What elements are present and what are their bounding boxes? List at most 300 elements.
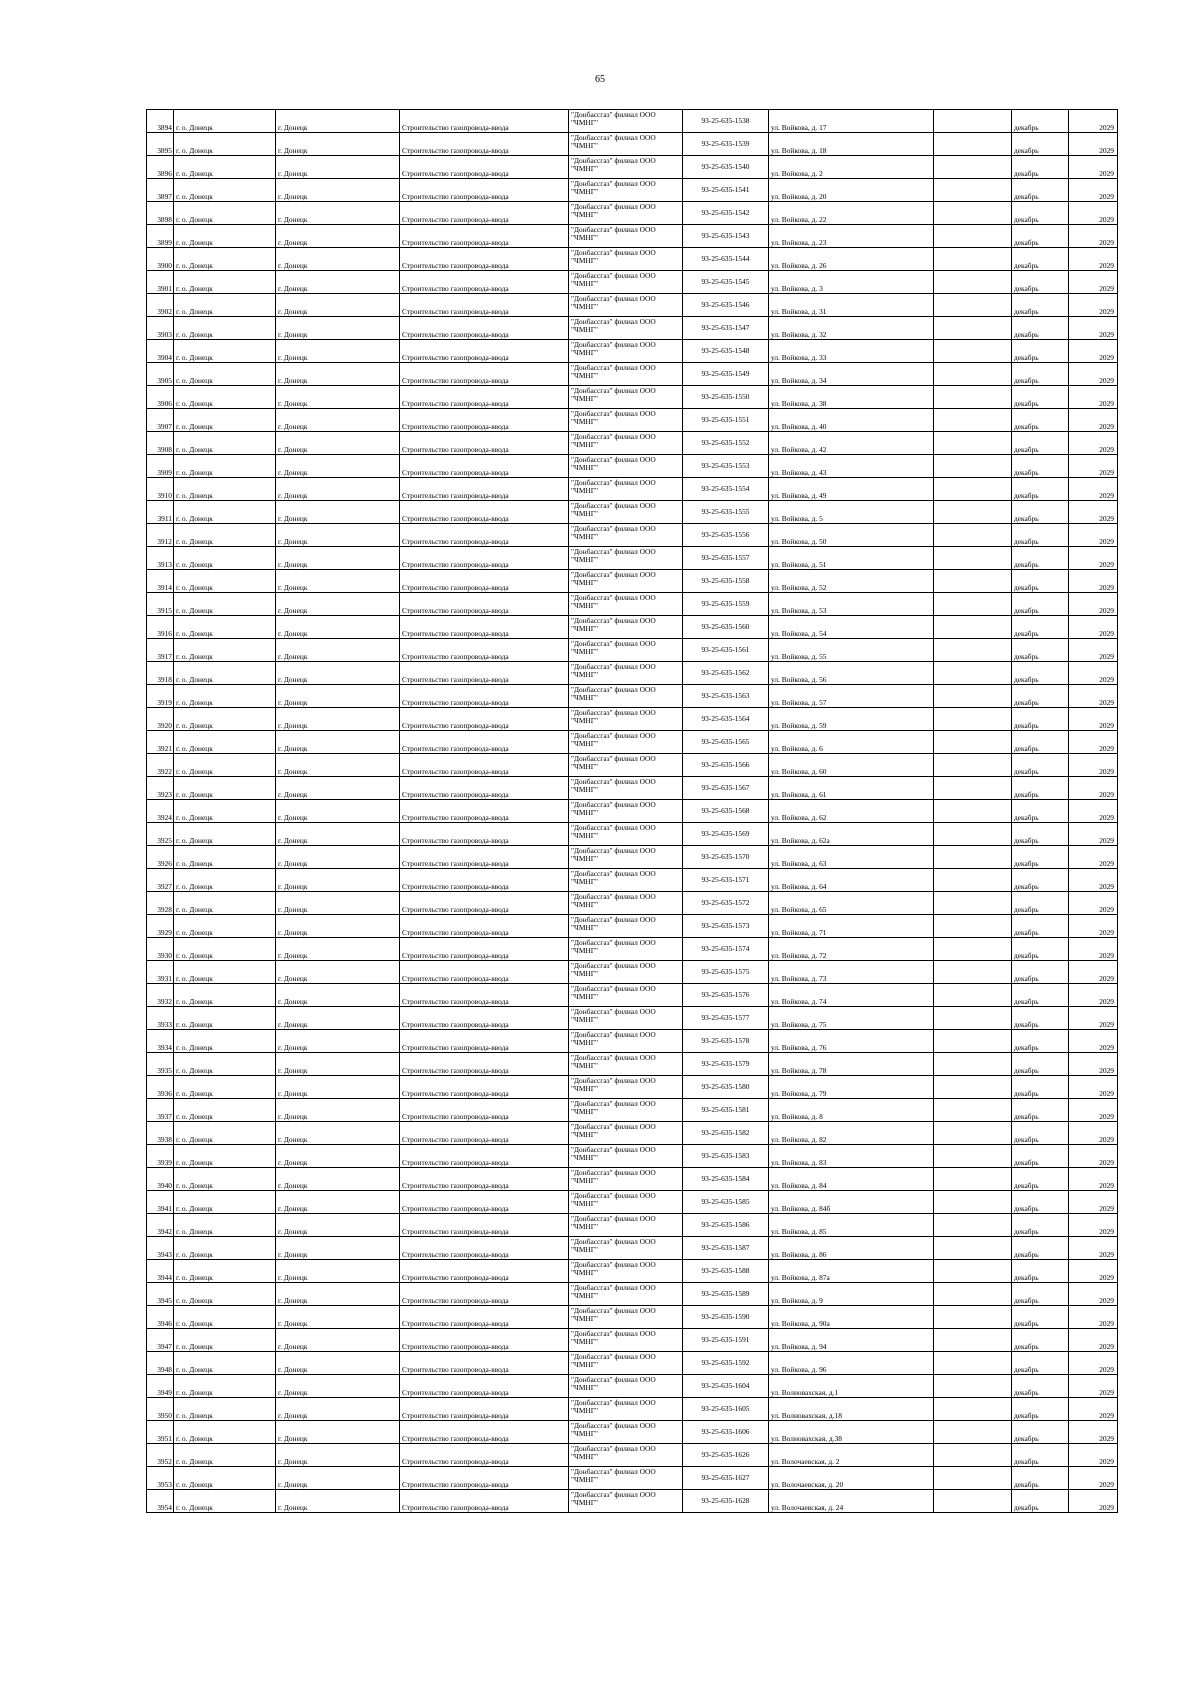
empty-cell [934,1237,1012,1260]
empty-cell [934,110,1012,133]
month-cell: декабрь [1012,1329,1069,1352]
object-code-cell: 93-25-635-1584 [683,1168,769,1191]
month-cell: декабрь [1012,501,1069,524]
empty-cell [934,1467,1012,1490]
district-cell: г. о. Донецк [174,1375,276,1398]
locality-cell: г. Донецк [276,731,400,754]
year-cell: 2029 [1069,409,1118,432]
year-cell: 2029 [1069,731,1118,754]
work-type-cell: Строительство газопровода-ввода [400,869,569,892]
table-row [147,1007,1118,1030]
month-cell: декабрь [1012,1145,1069,1168]
row-number-cell: 3927 [147,869,174,892]
address-cell: ул. Войкова, д. 84б [769,1191,934,1214]
year-cell: 2029 [1069,478,1118,501]
table-row [147,1122,1118,1145]
row-number-cell: 3932 [147,984,174,1007]
organization-cell: "Донбассгаз" филиал ООО "ЧМНГ" [569,248,683,271]
address-cell: ул. Войкова, д. 71 [769,915,934,938]
object-code-cell: 93-25-635-1556 [683,524,769,547]
table-row [147,593,1118,616]
organization-cell: "Донбассгаз" филиал ООО "ЧМНГ" [569,110,683,133]
address-cell: ул. Войкова, д. 40 [769,409,934,432]
row-number-cell: 3917 [147,639,174,662]
object-code-cell: 93-25-635-1542 [683,202,769,225]
year-cell: 2029 [1069,938,1118,961]
address-cell: ул. Войкова, д. 85 [769,1214,934,1237]
empty-cell [934,1053,1012,1076]
year-cell: 2029 [1069,639,1118,662]
address-cell: ул. Волновахская, д.18 [769,1398,934,1421]
empty-cell [934,340,1012,363]
organization-cell: "Донбассгаз" филиал ООО "ЧМНГ" [569,685,683,708]
month-cell: декабрь [1012,110,1069,133]
locality-cell: г. Донецк [276,386,400,409]
locality-cell: г. Донецк [276,340,400,363]
work-type-cell: Строительство газопровода-ввода [400,1260,569,1283]
row-number-cell: 3898 [147,202,174,225]
empty-cell [934,1490,1012,1513]
empty-cell [934,777,1012,800]
object-code-cell: 93-25-635-1543 [683,225,769,248]
locality-cell: г. Донецк [276,616,400,639]
district-cell: г. о. Донецк [174,892,276,915]
district-cell: г. о. Донецк [174,938,276,961]
work-type-cell: Строительство газопровода-ввода [400,1053,569,1076]
district-cell: г. о. Донецк [174,1398,276,1421]
register-table-body [147,110,1118,1513]
work-type-cell: Строительство газопровода-ввода [400,662,569,685]
table-row [147,409,1118,432]
address-cell: ул. Войкова, д. 6 [769,731,934,754]
year-cell: 2029 [1069,754,1118,777]
year-cell: 2029 [1069,432,1118,455]
work-type-cell: Строительство газопровода-ввода [400,1191,569,1214]
address-cell: ул. Войкова, д. 90а [769,1306,934,1329]
organization-cell: "Донбассгаз" филиал ООО "ЧМНГ" [569,1053,683,1076]
organization-cell: "Донбассгаз" филиал ООО "ЧМНГ" [569,1145,683,1168]
work-type-cell: Строительство газопровода-ввода [400,685,569,708]
address-cell: ул. Войкова, д. 96 [769,1352,934,1375]
district-cell: г. о. Донецк [174,1329,276,1352]
district-cell: г. о. Донецк [174,455,276,478]
month-cell: декабрь [1012,1099,1069,1122]
year-cell: 2029 [1069,823,1118,846]
table-row [147,1490,1118,1513]
organization-cell: "Донбассгаз" филиал ООО "ЧМНГ" [569,1122,683,1145]
organization-cell: "Донбассгаз" филиал ООО "ЧМНГ" [569,754,683,777]
work-type-cell: Строительство газопровода-ввода [400,317,569,340]
empty-cell [934,294,1012,317]
month-cell: декабрь [1012,639,1069,662]
row-number-cell: 3900 [147,248,174,271]
month-cell: декабрь [1012,915,1069,938]
year-cell: 2029 [1069,133,1118,156]
empty-cell [934,156,1012,179]
organization-cell: "Донбассгаз" филиал ООО "ЧМНГ" [569,639,683,662]
work-type-cell: Строительство газопровода-ввода [400,248,569,271]
empty-cell [934,570,1012,593]
locality-cell: г. Донецк [276,1490,400,1513]
work-type-cell: Строительство газопровода-ввода [400,340,569,363]
object-code-cell: 93-25-635-1546 [683,294,769,317]
row-number-cell: 3943 [147,1237,174,1260]
address-cell: ул. Войкова, д. 31 [769,294,934,317]
month-cell: декабрь [1012,1007,1069,1030]
object-code-cell: 93-25-635-1604 [683,1375,769,1398]
address-cell: ул. Войкова, д. 22 [769,202,934,225]
address-cell: ул. Войкова, д. 23 [769,225,934,248]
empty-cell [934,915,1012,938]
locality-cell: г. Донецк [276,1053,400,1076]
address-cell: ул. Войкова, д. 62 [769,800,934,823]
table-row [147,1076,1118,1099]
locality-cell: г. Донецк [276,800,400,823]
organization-cell: "Донбассгаз" филиал ООО "ЧМНГ" [569,340,683,363]
row-number-cell: 3924 [147,800,174,823]
year-cell: 2029 [1069,501,1118,524]
row-number-cell: 3934 [147,1030,174,1053]
month-cell: декабрь [1012,1260,1069,1283]
empty-cell [934,662,1012,685]
district-cell: г. о. Донецк [174,179,276,202]
district-cell: г. о. Донецк [174,1145,276,1168]
empty-cell [934,1329,1012,1352]
object-code-cell: 93-25-635-1589 [683,1283,769,1306]
month-cell: декабрь [1012,317,1069,340]
address-cell: ул. Волочаевская, д. 24 [769,1490,934,1513]
district-cell: г. о. Донецк [174,1306,276,1329]
work-type-cell: Строительство газопровода-ввода [400,961,569,984]
address-cell: ул. Войкова, д. 73 [769,961,934,984]
locality-cell: г. Донецк [276,570,400,593]
month-cell: декабрь [1012,800,1069,823]
table-row [147,961,1118,984]
empty-cell [934,1168,1012,1191]
empty-cell [934,1145,1012,1168]
address-cell: ул. Войкова, д. 72 [769,938,934,961]
object-code-cell: 93-25-635-1628 [683,1490,769,1513]
district-cell: г. о. Донецк [174,432,276,455]
organization-cell: "Донбассгаз" филиал ООО "ЧМНГ" [569,409,683,432]
address-cell: ул. Войкова, д. 3 [769,271,934,294]
table-row [147,547,1118,570]
work-type-cell: Строительство газопровода-ввода [400,1076,569,1099]
object-code-cell: 93-25-635-1560 [683,616,769,639]
work-type-cell: Строительство газопровода-ввода [400,1421,569,1444]
work-type-cell: Строительство газопровода-ввода [400,616,569,639]
object-code-cell: 93-25-635-1551 [683,409,769,432]
row-number-cell: 3899 [147,225,174,248]
year-cell: 2029 [1069,1030,1118,1053]
table-row [147,1237,1118,1260]
district-cell: г. о. Донецк [174,984,276,1007]
year-cell: 2029 [1069,1007,1118,1030]
organization-cell: "Донбассгаз" филиал ООО "ЧМНГ" [569,478,683,501]
year-cell: 2029 [1069,708,1118,731]
month-cell: декабрь [1012,248,1069,271]
locality-cell: г. Донецк [276,225,400,248]
month-cell: декабрь [1012,754,1069,777]
object-code-cell: 93-25-635-1581 [683,1099,769,1122]
organization-cell: "Донбассгаз" филиал ООО "ЧМНГ" [569,133,683,156]
organization-cell: "Донбассгаз" филиал ООО "ЧМНГ" [569,547,683,570]
organization-cell: "Донбассгаз" филиал ООО "ЧМНГ" [569,1191,683,1214]
district-cell: г. о. Донецк [174,777,276,800]
table-row [147,1099,1118,1122]
district-cell: г. о. Донецк [174,547,276,570]
object-code-cell: 93-25-635-1558 [683,570,769,593]
address-cell: ул. Войкова, д. 78 [769,1053,934,1076]
year-cell: 2029 [1069,685,1118,708]
object-code-cell: 93-25-635-1566 [683,754,769,777]
table-row [147,938,1118,961]
work-type-cell: Строительство газопровода-ввода [400,777,569,800]
object-code-cell: 93-25-635-1563 [683,685,769,708]
work-type-cell: Строительство газопровода-ввода [400,524,569,547]
organization-cell: "Донбассгаз" филиал ООО "ЧМНГ" [569,271,683,294]
object-code-cell: 93-25-635-1572 [683,892,769,915]
object-code-cell: 93-25-635-1578 [683,1030,769,1053]
organization-cell: "Донбассгаз" филиал ООО "ЧМНГ" [569,961,683,984]
row-number-cell: 3911 [147,501,174,524]
month-cell: декабрь [1012,156,1069,179]
object-code-cell: 93-25-635-1545 [683,271,769,294]
district-cell: г. о. Донецк [174,639,276,662]
year-cell: 2029 [1069,915,1118,938]
row-number-cell: 3920 [147,708,174,731]
table-row [147,708,1118,731]
organization-cell: "Донбассгаз" филиал ООО "ЧМНГ" [569,777,683,800]
district-cell: г. о. Донецк [174,1007,276,1030]
row-number-cell: 3936 [147,1076,174,1099]
organization-cell: "Донбассгаз" филиал ООО "ЧМНГ" [569,846,683,869]
empty-cell [934,202,1012,225]
address-cell: ул. Волочаевская, д. 2 [769,1444,934,1467]
work-type-cell: Строительство газопровода-ввода [400,271,569,294]
work-type-cell: Строительство газопровода-ввода [400,1099,569,1122]
row-number-cell: 3919 [147,685,174,708]
empty-cell [934,547,1012,570]
locality-cell: г. Донецк [276,685,400,708]
address-cell: ул. Волочаевская, д. 20 [769,1467,934,1490]
empty-cell [934,961,1012,984]
empty-cell [934,823,1012,846]
locality-cell: г. Донецк [276,846,400,869]
organization-cell: "Донбассгаз" филиал ООО "ЧМНГ" [569,1352,683,1375]
organization-cell: "Донбассгаз" филиал ООО "ЧМНГ" [569,662,683,685]
empty-cell [934,892,1012,915]
object-code-cell: 93-25-635-1539 [683,133,769,156]
row-number-cell: 3939 [147,1145,174,1168]
district-cell: г. о. Донецк [174,570,276,593]
empty-cell [934,869,1012,892]
table-row [147,1398,1118,1421]
object-code-cell: 93-25-635-1571 [683,869,769,892]
year-cell: 2029 [1069,1076,1118,1099]
locality-cell: г. Донецк [276,1329,400,1352]
work-type-cell: Строительство газопровода-ввода [400,363,569,386]
row-number-cell: 3923 [147,777,174,800]
district-cell: г. о. Донецк [174,478,276,501]
work-type-cell: Строительство газопровода-ввода [400,1352,569,1375]
row-number-cell: 3950 [147,1398,174,1421]
locality-cell: г. Донецк [276,662,400,685]
table-row [147,432,1118,455]
year-cell: 2029 [1069,1099,1118,1122]
district-cell: г. о. Донецк [174,409,276,432]
address-cell: ул. Войкова, д. 94 [769,1329,934,1352]
work-type-cell: Строительство газопровода-ввода [400,225,569,248]
locality-cell: г. Донецк [276,1191,400,1214]
empty-cell [934,1122,1012,1145]
empty-cell [934,708,1012,731]
work-type-cell: Строительство газопровода-ввода [400,708,569,731]
object-code-cell: 93-25-635-1569 [683,823,769,846]
work-type-cell: Строительство газопровода-ввода [400,156,569,179]
address-cell: ул. Войкова, д. 65 [769,892,934,915]
row-number-cell: 3941 [147,1191,174,1214]
address-cell: ул. Войкова, д. 43 [769,455,934,478]
organization-cell: "Донбассгаз" филиал ООО "ЧМНГ" [569,202,683,225]
object-code-cell: 93-25-635-1591 [683,1329,769,1352]
empty-cell [934,524,1012,547]
locality-cell: г. Донецк [276,1421,400,1444]
district-cell: г. о. Донецк [174,685,276,708]
work-type-cell: Строительство газопровода-ввода [400,1168,569,1191]
address-cell: ул. Войкова, д. 79 [769,1076,934,1099]
row-number-cell: 3954 [147,1490,174,1513]
address-cell: ул. Войкова, д. 74 [769,984,934,1007]
table-row [147,179,1118,202]
locality-cell: г. Донецк [276,639,400,662]
year-cell: 2029 [1069,869,1118,892]
district-cell: г. о. Донецк [174,961,276,984]
district-cell: г. о. Донецк [174,340,276,363]
address-cell: ул. Волновахская, д.38 [769,1421,934,1444]
work-type-cell: Строительство газопровода-ввода [400,1214,569,1237]
table-row [147,1467,1118,1490]
district-cell: г. о. Донецк [174,823,276,846]
organization-cell: "Донбассгаз" филиал ООО "ЧМНГ" [569,823,683,846]
address-cell: ул. Войкова, д. 50 [769,524,934,547]
row-number-cell: 3929 [147,915,174,938]
district-cell: г. о. Донецк [174,1444,276,1467]
year-cell: 2029 [1069,1145,1118,1168]
district-cell: г. о. Донецк [174,1122,276,1145]
table-row [147,846,1118,869]
district-cell: г. о. Донецк [174,110,276,133]
month-cell: декабрь [1012,984,1069,1007]
row-number-cell: 3928 [147,892,174,915]
organization-cell: "Донбассгаз" филиал ООО "ЧМНГ" [569,179,683,202]
month-cell: декабрь [1012,1191,1069,1214]
organization-cell: "Донбассгаз" филиал ООО "ЧМНГ" [569,1375,683,1398]
empty-cell [934,225,1012,248]
work-type-cell: Строительство газопровода-ввода [400,754,569,777]
address-cell: ул. Войкова, д. 20 [769,179,934,202]
year-cell: 2029 [1069,156,1118,179]
empty-cell [934,938,1012,961]
row-number-cell: 3944 [147,1260,174,1283]
year-cell: 2029 [1069,179,1118,202]
month-cell: декабрь [1012,1168,1069,1191]
address-cell: ул. Войкова, д. 26 [769,248,934,271]
address-cell: ул. Войкова, д. 75 [769,1007,934,1030]
table-row [147,1329,1118,1352]
table-row [147,869,1118,892]
month-cell: декабрь [1012,685,1069,708]
locality-cell: г. Донецк [276,1214,400,1237]
row-number-cell: 3930 [147,938,174,961]
row-number-cell: 3925 [147,823,174,846]
table-row [147,777,1118,800]
address-cell: ул. Войкова, д. 84 [769,1168,934,1191]
month-cell: декабрь [1012,1122,1069,1145]
locality-cell: г. Донецк [276,1283,400,1306]
month-cell: декабрь [1012,363,1069,386]
row-number-cell: 3894 [147,110,174,133]
locality-cell: г. Донецк [276,501,400,524]
table-row [147,1168,1118,1191]
district-cell: г. о. Донецк [174,1352,276,1375]
district-cell: г. о. Донецк [174,156,276,179]
empty-cell [934,800,1012,823]
month-cell: декабрь [1012,1237,1069,1260]
empty-cell [934,1398,1012,1421]
work-type-cell: Строительство газопровода-ввода [400,1283,569,1306]
month-cell: декабрь [1012,409,1069,432]
district-cell: г. о. Донецк [174,1490,276,1513]
month-cell: декабрь [1012,1283,1069,1306]
object-code-cell: 93-25-635-1573 [683,915,769,938]
district-cell: г. о. Донецк [174,524,276,547]
district-cell: г. о. Донецк [174,202,276,225]
organization-cell: "Донбассгаз" филиал ООО "ЧМНГ" [569,915,683,938]
work-type-cell: Строительство газопровода-ввода [400,294,569,317]
district-cell: г. о. Донецк [174,1421,276,1444]
district-cell: г. о. Донецк [174,662,276,685]
month-cell: декабрь [1012,1306,1069,1329]
organization-cell: "Донбассгаз" филиал ООО "ЧМНГ" [569,593,683,616]
object-code-cell: 93-25-635-1585 [683,1191,769,1214]
work-type-cell: Строительство газопровода-ввода [400,1306,569,1329]
month-cell: декабрь [1012,662,1069,685]
organization-cell: "Донбассгаз" филиал ООО "ЧМНГ" [569,869,683,892]
year-cell: 2029 [1069,1283,1118,1306]
row-number-cell: 3905 [147,363,174,386]
month-cell: декабрь [1012,570,1069,593]
district-cell: г. о. Донецк [174,731,276,754]
row-number-cell: 3896 [147,156,174,179]
row-number-cell: 3947 [147,1329,174,1352]
table-row [147,823,1118,846]
register-table [146,109,1118,1513]
work-type-cell: Строительство газопровода-ввода [400,1030,569,1053]
district-cell: г. о. Донецк [174,1467,276,1490]
year-cell: 2029 [1069,1122,1118,1145]
empty-cell [934,432,1012,455]
address-cell: ул. Войкова, д. 62а [769,823,934,846]
table-row [147,1214,1118,1237]
year-cell: 2029 [1069,294,1118,317]
locality-cell: г. Донецк [276,1467,400,1490]
locality-cell: г. Донецк [276,1168,400,1191]
organization-cell: "Донбассгаз" филиал ООО "ЧМНГ" [569,1398,683,1421]
work-type-cell: Строительство газопровода-ввода [400,179,569,202]
table-row [147,1191,1118,1214]
address-cell: ул. Войкова, д. 38 [769,386,934,409]
